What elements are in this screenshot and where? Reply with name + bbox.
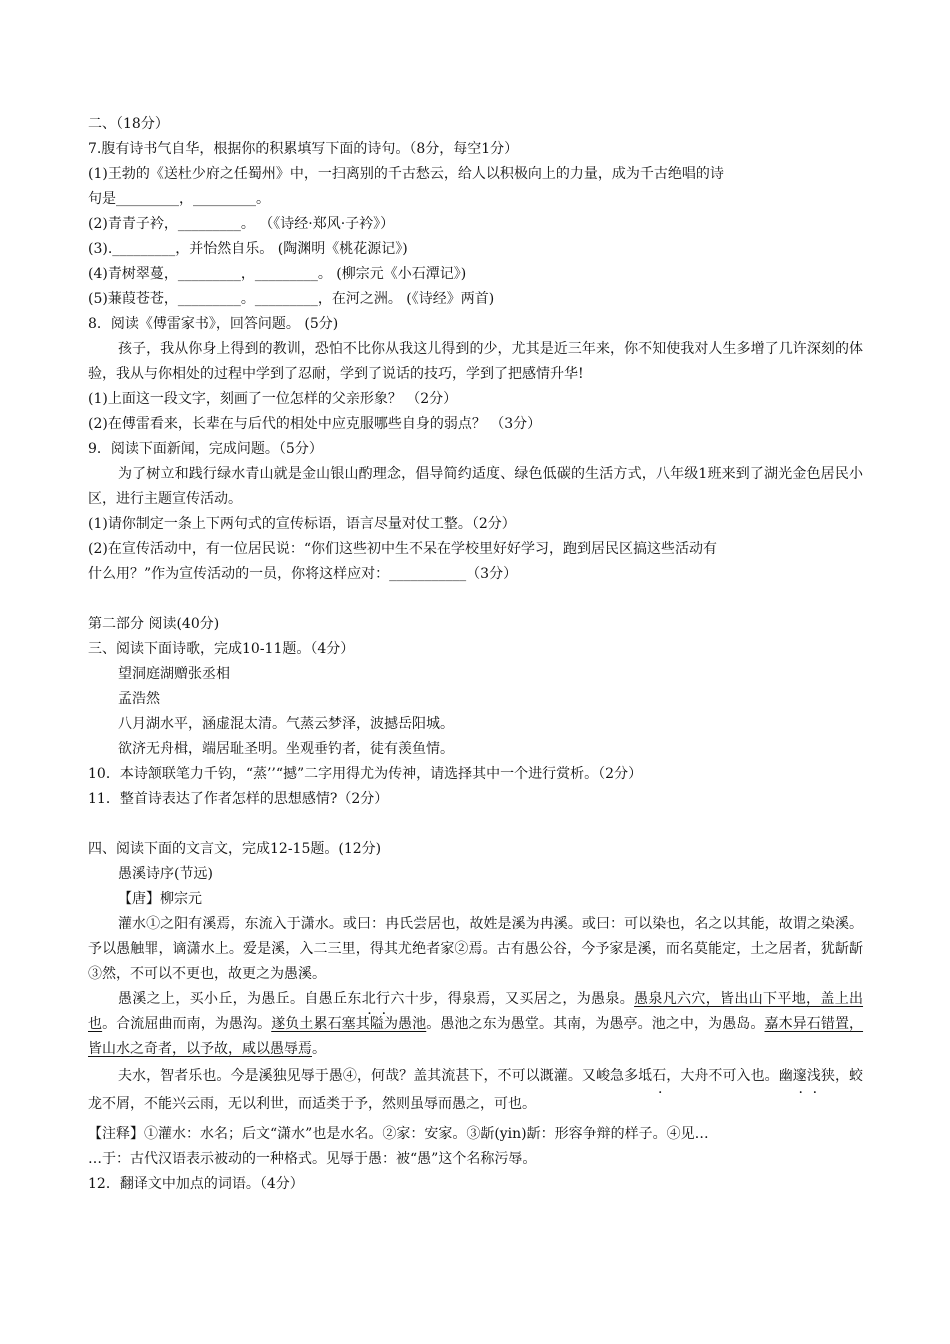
q9-item-1: (1)请你制定一条上下两句式的宣传标语，语言尽量对仗工整。（2分） — [88, 516, 516, 532]
dotted-word: 邃 — [792, 1068, 807, 1084]
section-2-header: 二、（18分） — [88, 116, 169, 132]
poem-line-1: 八月湖水平，涵虚混太清。气蒸云梦泽，波撼岳阳城。 — [118, 716, 454, 732]
annotation-line-1: 【注释】①灌水：水名；后文“潇水”也是水名。②家：安家。③龂(yin)龂：形容争辩的样子。④见… — [88, 1126, 709, 1142]
part-2-header: 第二部分 阅读(40分) — [88, 616, 220, 632]
classical-text-author: 【唐】柳宗元 — [118, 891, 202, 907]
dotted-word: 幽 — [778, 1068, 793, 1084]
q7-item-2: (2)青青子衿，_________。 （《诗经·郑风·子衿》） — [88, 216, 395, 232]
q7-item-1a: (1)王勃的《送杜少府之任蜀州》中，一扫离别的千古愁云，给人以积极向上的力量，成为千古绝唱的诗 — [88, 166, 724, 182]
dotted-word: 东 — [347, 991, 362, 1007]
classical-paragraph-2: 愚溪之上，买小丘，为愚丘。自愚丘东北行六十步，得泉焉，又买居之，为愚泉。愚泉凡六穴，皆出山下平地，盖上出也。合流屈曲而南，为愚沟。遂负土累石塞其隘为愚池。愚池之东为愚堂。其南，为愚亭。池之中，为愚岛。嘉木异石错置，皆山水之奇者，以予故，咸以愚辱焉。 — [88, 991, 864, 1057]
classical-paragraph-3: 夫水，智者乐也。今是溪独见辱于愚④，何哉？盖其流甚下，不可以溉灌。又峻急多坻石，大舟不可入也。幽邃浅狭，蛟龙不屑，不能兴云雨，无以利世，而适类于予，然则虽辱而愚之，可也。 — [88, 1068, 864, 1112]
q7-item-3: (3)._________，并怡然自乐。 (陶渊明《桃花源记》) — [88, 241, 408, 257]
underlined-sentence: 嘉木异石错置，皆山水之奇者，以予故，咸以愚辱焉 — [88, 1016, 864, 1057]
q7-item-4: (4)青树翠蔓，_________，_________。 (柳宗元《小石潭记》) — [88, 266, 467, 282]
spacer — [88, 587, 863, 612]
q9-item-2a: (2)在宣传活动中，有一位居民说：“你们这些初中生不呆在学校里好好学习，跑到居民区搞这些活动有 — [88, 541, 717, 557]
poem-line-2: 欲济无舟楫，端居耻圣明。坐观垂钓者，徒有羡鱼情。 — [118, 741, 454, 757]
question-7: 7.腹有诗书气自华，根据你的积累填写下面的诗句。（8分，每空1分） — [88, 141, 519, 157]
dotted-word: 北 — [361, 991, 377, 1007]
section-4-header: 四、阅读下面的文言文，完成12-15题。(12分) — [88, 841, 382, 857]
question-8: 8．阅读《傅雷家书》，回答问题。 (5分) — [88, 316, 339, 332]
poem-author: 孟浩然 — [118, 691, 160, 707]
classical-paragraph-1: 灌水①之阳有溪焉，东流入于潇水。或曰：冉氏尝居也，故姓是溪为冉溪。或曰：可以染也，名之以其能，故谓之染溪。予以愚触罪，谪潇水上。爱是溪，入二三里，得其尤绝者家②焉。古有愚公谷，今予家是溪，而名莫能定，土之居者，犹龂龂③然，不可以不更也，故更之为愚溪。 — [88, 916, 863, 982]
q8-passage: 孩子，我从你身上得到的教训，恐怕不比你从我这儿得到的少，尤其是近三年来，你不知使我对人生多增了几许深刻的体验，我从与你相处的过程中学到了忍耐，学到了说话的技巧，学到了把感情升华! — [88, 341, 863, 382]
question-12: 12．翻译文中加点的词语。（4分） — [88, 1176, 304, 1192]
q8-item-1: (1)上面这一段文字，刻画了一位怎样的父亲形象？ （2分） — [88, 391, 458, 407]
annotation-line-2: …于：古代汉语表示被动的一种格式。见辱于愚：被“愚”这个名称污辱。 — [88, 1151, 537, 1167]
section-3-header: 三、阅读下面诗歌，完成10-11题。（4分） — [88, 641, 355, 657]
q9-passage: 为了树立和践行绿水青山就是金山银山酌理念，倡导简约适度、绿色低碳的生活方式，八年级1班来到了湖光金色居民小区，进行主题宣传活动。 — [88, 466, 863, 507]
poem-title: 望洞庭湖赠张丞相 — [118, 666, 230, 682]
question-10: 10．本诗颔联笔力千钧，“蒸’’“撼”二字用得尤为传神，请选择其中一个进行赏析。（2分） — [88, 766, 643, 782]
q8-item-2: (2)在傅雷看来，长辈在与后代的相处中应克服哪些自身的弱点？ （3分） — [88, 416, 542, 432]
q7-item-5: (5)蒹葭苍苍，_________。_________，在河之洲。 (《诗经》两首) — [88, 291, 495, 307]
question-11: 11．整首诗表达了作者怎样的思想感情?（2分） — [88, 791, 389, 807]
q7-item-1b: 句是_________，_________。 — [88, 191, 270, 207]
dotted-word: 坻 — [638, 1068, 653, 1084]
underlined-sentence: 愚泉凡六穴，皆出山下平地，盖上出也 — [88, 991, 864, 1032]
classical-text-title: 愚溪诗序(节远) — [118, 866, 213, 882]
spacer — [88, 812, 863, 837]
exam-page — [88, 112, 863, 1197]
underlined-sentence: 遂负土累石塞其隘为愚池 — [271, 1016, 427, 1032]
q9-item-2b: 什么用？”作为宣传活动的一员，你将这样应对：___________（3分） — [88, 566, 518, 582]
question-9: 9．阅读下面新闻，完成问题。（5分） — [88, 441, 323, 457]
